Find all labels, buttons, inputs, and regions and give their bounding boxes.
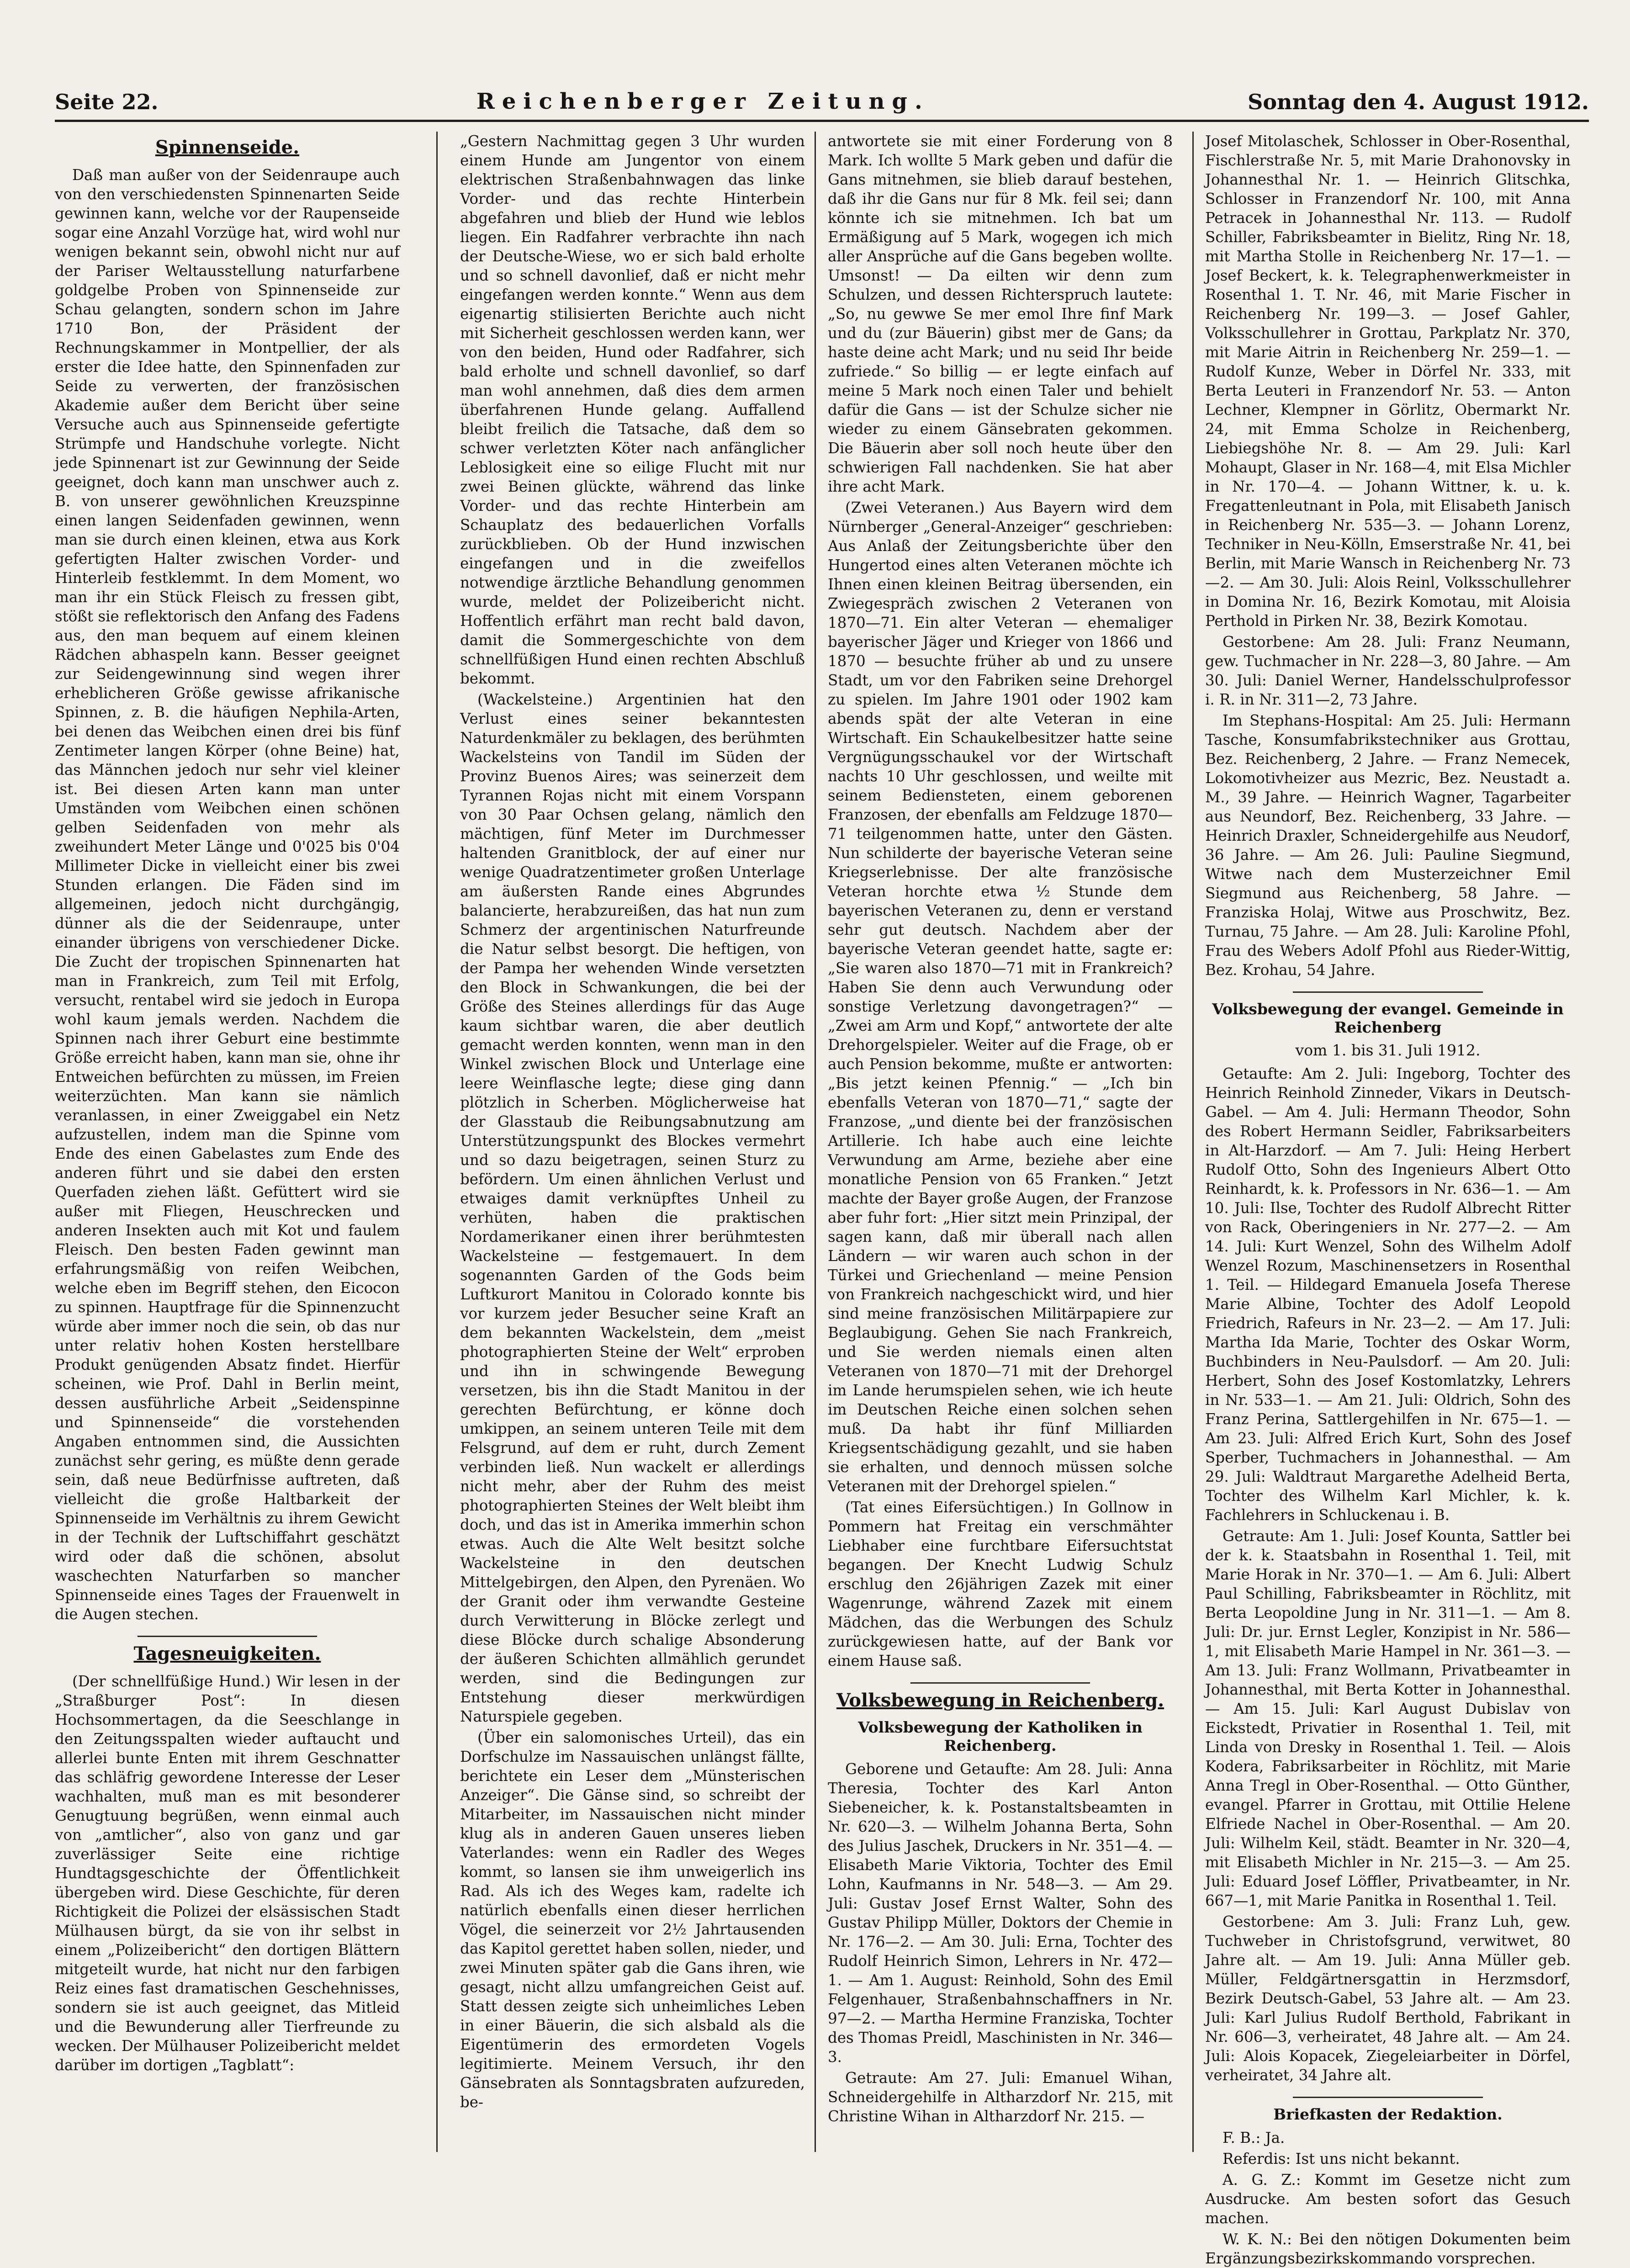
subsection-date-range: vom 1. bis 31. Juli 1912. [1295,1041,1481,1059]
article-body: antwortete sie mit einer Forderung von 8 Mark. Ich wollte 5 Mark geben und dafür die Gans mitnehmen, sie blieb darauf bestehen, daß ihr die Gans nur für 8 Mk. feil sei; dann könnte ich sie mitnehmen. Ich bat um Ermäßigung auf 5 Mark, wogegen ich mich aller Ansprüche auf die Gans begeben wollte. Umsonst! — Da eilten wir denn zum Schulzen, und dessen Richterspruch lautete: „So, nu gewwe Se mer emol Ihre finf Mark und du (zur Bäuerin) gibst mer de Gans; da haste deine acht Mark; und nu seid Ihr beide zufriede.“ So billig — er legte einfach auf meine 5 Mark noch einen Taler und behielt dafür die Gans — ist der Schulze sicher nie wieder zu einem Gänsebraten gekommen. Die Bäuerin aber soll noch heute über den schwierigen Fall nachdenken. Sie hat aber ihre acht Mark. [828,132,1173,495]
registry-entry: Im Stephans-Hospital: Am 25. Juli: Hermann Tasche, Konsumfabrikstechniker aus Grottau, Bez. Reichenberg, 2 Jahre. — Franz Nemecek, Lokomotivheizer aus Mezric, Bez. Neustadt a. M., 39 Jahre. — Heinrich Wagner, Tagarbeiter aus Neundorf, Bez. Reichenberg, 33 Jahre. — Heinrich Draxler, Schneidergehilfe aus Neudorf, 36 Jahre. — Am 26. Juli: Pauline Siegmund, Witwe nach dem Musterzeichner Emil Siegmund aus Reichenberg, 58 Jahre. — Franziska Holaj, Witwe aus Proschwitz, Bez. Turnau, 75 Jahre. — Am 28. Juli: Karoline Pfohl, Frau des Webers Adolf Pfohl aus Rieder-Wittig, Bez. Krohau, 54 Jahre. [1205,712,1571,979]
column-divider [815,132,816,2152]
column-divider [436,132,438,2152]
registry-entry: Gestorbene: Am 3. Juli: Franz Luh, gew. Tuchweber in Christofsgrund, verwitwet, 80 Jahre alt. — Am 19. Juli: Anna Müller geb. Müller, Feldgärtnersgattin in Herzmsdorf, Bezirk Deutsch-Gabel, 53 Jahre alt. — Am 23. Juli: Karl Julius Rudolf Berthold, Fabrikant in Nr. 606—3, verheiratet, 48 Jahre alt. — Am 24. Juli: Alois Kopacek, Ziegeleiarbeiter in Dörfel, verheiratet, 34 Jahre alt. [1205,1913,1571,2084]
page-header [55,82,1589,114]
article-body: Daß man außer von der Seidenraupe auch von den verschiedensten Spinnenarten Seide gewinnen kann, welche vor der Raupenseide sogar eine Anzahl Vorzüge hat, wird wohl nur wenigen bekannt sein, obwohl nicht nur auf der Pariser Weltausstellung naturfarbene goldgelbe Proben von Spinnenseide zur Schau gelangten, sondern schon im Jahre 1710 Bon, der Präsident der Rechnungskammer in Montpellier, der als erster die Idee hatte, den Spinnenfaden zur Seide zu verwerten, der französischen Akademie außer dem Bericht über seine Versuche auch aus Spinnenseide gefertigte Strümpfe und Handschuhe vorlegte. Nicht jede Spinnenart ist zur Gewinnung der Seide geeignet, doch kann man unschwer auch z. B. von unserer gewöhnlichen Kreuzspinne einen langen Seidenfaden gewinnen, wenn man sie durch einen kleinen, etwa aus Kork gefertigten Halter zwischen Vorder- und Hinterleib festklemmt. In dem Moment, wo man ihr ein Stück Fleisch zu fressen gibt, stößt sie reflektorisch den Anfang des Fadens aus, den man bequem auf einem kleinen Rädchen abhaspeln kann. Besser geeignet zur Seidengewinnung sind wegen ihrer erheblicheren Größe gewisse afrikanische Spinnen, z. B. die häufigen Nephila-Arten, bei denen das Weibchen einen drei bis fünf Zentimeter langen Körper (ohne Beine) hat, das Männchen jedoch nur sehr viel kleiner ist. Bei diesen Arten kann man unter Umständen vom Weibchen einen schönen gelben Seidenfaden von mehr als zweihundert Meter Länge und 0'025 bis 0'04 Millimeter Dicke in vielleicht einer bis zwei Stunden erlangen. Die Fäden sind im allgemeinen, jedoch nicht durchgängig, dünner als die der Seidenraupe, unter einander übrigens von verschiedener Dicke. Die Zucht der tropischen Spinnenarten hat man in Frankreich, zum Teil mit Erfolg, versucht, rentabel wird sie jedoch in Europa wohl kaum jemals werden. Nachdem die Spinnen nach ihrer Geburt eine bestimmte Größe erreicht haben, kann man sie, ohne ihr Entweichen befürchten zu müssen, im Freien weiterzüchten. Man kann sie nämlich veranlassen, in einer Zweiggabel ein Netz aufzustellen, indem man die Spinne vom Ende des einen Gabelastes zum Ende des anderen führt und sie dabei den ersten Querfaden ziehen läßt. Gefüttert wird sie außer mit Fliegen, Heuschrecken und anderen Insekten auch mit Kot und faulem Fleisch. Den besten Faden gewinnt man erfahrungsmäßig von reifen Weibchen, welche eben im Begriff stehen, den Eicocon zu spinnen. Hauptfrage für die Spinnenzucht würde aber immer noch die sein, ob das nur unter relativ hohen Kosten herstellbare Produkt genügenden Absatz findet. Hierfür scheinen, wie Prof. Dahl in Berlin meint, dessen ausführliche Arbeit „Seidenspinne und Spinnenseide“ die vorstehenden Angaben entnommen sind, die Aussichten zunächst sehr gering, es müßte denn gerade sein, daß neue Bedürfnisse auftreten, daß vielleicht die große Haltbarkeit der Spinnenseide im Verhältnis zu ihrem Gewicht in der Technik der Luftschiffahrt geschätzt wird oder daß die schönen, absolut waschechten Naturfarben so mancher Spinnenseide eines Tages der Frauenwelt in die Augen stechen. [55,166,400,1623]
section-rule [1293,2097,1483,2098]
article-body: (Zwei Veteranen.) Aus Bayern wird dem Nürnberger „General-Anzeiger“ geschrieben: Aus Anlaß der Zeitungsberichte über den Hungertod eines alten Veteranen möchte ich Ihnen einen kleinen Beitrag übersenden, ein Zwiegespräch zwischen 2 Veteranen von 1870—71. Ein alter Veteran — ehemaliger bayerischer Jäger und Krieger von 1866 und 1870 — besuchte früher ab und zu unsere Stadt, um vor den Fabriken seine Drehorgel zu spielen. Im Jahre 1901 oder 1902 kam abends spät der alte Veteran in eine Wirtschaft. Ein Schaukelbesitzer hatte seine Vergnügungsschaukel vor der Wirtschaft nachts 10 Uhr geschlossen, und weilte mit seinem Bediensteten, einem geborenen Franzosen, der ebenfalls am Feldzuge 1870—71 teilgenommen hatte, unter den Gästen. Nun schilderte der bayerische Veteran seine Kriegserlebnisse. Der alte französische Veteran horchte etwa ½ Stunde dem bayerischen Veteranen zu, denn er verstand sehr gut deutsch. Nachdem aber der bayerische Veteran geendet hatte, sagte er: „Sie waren also 1870—71 mit in Frankreich? Haben Sie denn auch Verwundung oder sonstige Verletzung davongetragen?“ — „Zwei am Arm und Kopf,“ antwortete der alte Drehorgelspieler. Weiter auf die Frage, ob er auch Pension bekomme, mußte er antworten: „Bis jetzt keinen Pfennig.“ — „Ich bin ebenfalls Veteran von 1870—71,“ sagte der Franzose, „und diente bei der französischen Artillerie. Ich habe auch eine leichte Verwundung am Arme, beziehe aber eine monatliche Pension von 65 Franken.“ Jetzt machte der Bayer große Augen, der Franzose aber fuhr fort: „Hier sitzt mein Prinzipal, der sagen kann, daß mir überall nach allen Ländern — wir waren auch schon in der Türkei und Griechenland — meine Pension von Frankreich nachgeschickt wird, und hier sind meine französischen Militärpapiere zur Beglaubigung. Gehen Sie nach Frankreich, und Sie werden niemals einen alten Veteranen von 1870—71 mit der Drehorgel im Lande herumspielen sehen, wie ich heute im Deutschen Reiche einen solchen sehen muß. Da habt ihr fünf Milliarden Kriegsentschädigung gezahlt, und sie haben sie erhalten, und dennoch müssen solche Veteranen mit der Drehorgel spielen.“ [828,499,1173,1495]
column-4 [1205,132,1571,2267]
issue-date: Sonntag den 4. August 1912. [1248,90,1589,114]
article-body: „Gestern Nachmittag gegen 3 Uhr wurden einem Hunde am Jungentor von einem elektrischen Straßenbahnwagen das linke Vorder- und das rechte Hinterbein abgefahren und blieb der Hund wie leblos liegen. Ein Radfahrer verbrachte ihn nach der Deutsche-Wiese, wo er sich bald erholte und so schnell davonlief, daß er nicht mehr eingefangen werden konnte.“ Wenn aus dem eigenartig stilisierten Berichte auch nicht mit Sicherheit geschlossen werden kann, wer von den beiden, Hund oder Radfahrer, sich bald erholte und schnell davonlief, so darf man wohl annehmen, daß dies dem armen überfahrenen Hunde gelang. Auffallend bleibt freilich die Tatsache, daß dem so schwer verletzten Köter nach anfänglicher Leblosigkeit eine so eilige Flucht mit nur zwei Beinen glückte, während das linke Vorder- und das rechte Hinterbein am Schauplatz des bedauerlichen Vorfalls zurückblieben. Ob der Hund inzwischen eingefangen und in die zweifellos notwendige ärztliche Behandlung genommen wurde, meldet der Polizeibericht nicht. Hoffentlich erfährt man recht bald davon, damit die Sommergeschichte von dem schnellfüßigen Hund einen rechten Abschluß bekommt. [460,132,805,687]
page-number: Seite 22. [55,90,159,114]
article-body: (Über ein salomonisches Urteil), das ein Dorfschulze im Nassauischen unlängst fällte, berichtete ein Leser dem „Münsterischen Anzeiger“. Die Gänse sind, so schreibt der Mitarbeiter, im Nassauischen nicht minder klug als in anderen Gauen unseres lieben Vaterlandes: wenn ein Radler des Weges kommt, so lansen sie ihm unweigerlich ins Rad. Als ich des Weges kam, radelte ich natürlich ebenfalls einen dieser herrlichen Vögel, die seinerzeit vor 2½ Jahrtausenden das Kapitol gerettet haben sollen, nieder, und zwei Minuten später gab die Gans ihren, wie gesagt, nicht allzu umfangreichen Geist auf. Statt dessen zeigte sich unheimliches Leben in einer Bäuerin, die sich alsbald als die Eigentümerin des ermordeten Vogels legitimierte. Meinem Versuch, ihr den Gänsebraten als Sonntagsbraten aufzureden, be- [460,1729,805,2111]
registry-entry: Gestorbene: Am 28. Juli: Franz Neumann, gew. Tuchmacher in Nr. 228—3, 80 Jahre. — Am 30. Juli: Daniel Werner, Handelsschulprofessor i. R. in Nr. 311—2, 73 Jahre. [1205,633,1571,708]
article-title-spinnenseide: Spinnenseide. [155,137,300,158]
section-title-tagesneuigkeiten: Tagesneuigkeiten. [133,1643,321,1664]
article-body: (Tat eines Eifersüchtigen.) In Gollnow in Pommern hat Freitag ein verschmähter Liebhaber eine furchtbare Eifersuchtstat begangen. Der Knecht Ludwig Schulz erschlug den 26jährigen Zazek mit einer Wagenrunge, während Zazek mit einem Mädchen, das die Werbungen des Schulz zurückgewiesen hatte, auf der Bank vor einem Hause saß. [828,1499,1173,1669]
section-rule [1293,991,1483,993]
letter-reply: F. B.: Ja. [1222,2129,1285,2146]
letter-reply: W. K. N.: Bei den nötigen Dokumenten beim Ergänzungsbezirkskommando vorsprechen. [1205,2231,1571,2267]
registry-entry: Getaufte: Am 2. Juli: Ingeborg, Tochter des Heinrich Reinhold Zinneder, Vikars in Deutsch-Gabel. — Am 4. Juli: Hermann Theodor, Sohn des Robert Hermann Seidler, Fabriksarbeiters in Alt-Harzdorf. — Am 7. Juli: Heing Herbert Rudolf Otto, Sohn des Ingenieurs Albert Otto Reinhardt, k. k. Professors in Nr. 636—1. — Am 10. Juli: Ilse, Tochter des Rudolf Albrecht Ritter von Rack, Oberingeniers in Nr. 277—2. — Am 14. Juli: Kurt Wenzel, Sohn des Wilhelm Adolf Wenzel Rozum, Maschinensetzers in Rosenthal 1. Teil. — Hildegard Emanuela Josefa Therese Marie Albine, Tochter des Adolf Leopold Friedrich, Rafeurs in Nr. 23—2. — Am 17. Juli: Martha Ida Marie, Tochter des Oskar Worm, Buchbinders in Neu-Paulsdorf. — Am 20. Juli: Herbert, Sohn des Josef Kostomlatzky, Lehrers in Nr. 533—1. — Am 21. Juli: Oldrich, Sohn des Franz Perina, Sattlergehilfen in Nr. 675—1. — Am 23. Juli: Alfred Erich Kurt, Sohn des Josef Sperber, Tuchmachers in Johannesthal. — Am 29. Juli: Waldtraut Margarethe Adelheid Berta, Tochter des Wilhelm Karl Michler, k. k. Fachlehrers in Schluckenau i. B. [1205,1065,1571,1524]
letter-reply: Referdis: Ist uns nicht bekannt. [1222,2150,1460,2167]
section-title-volksbewegung: Volksbewegung in Reichenberg. [836,1690,1164,1711]
column-2 [460,132,805,2152]
section-rule [138,1636,317,1637]
masthead: Reichenberger Zeitung. [476,89,930,114]
column-1 [55,132,400,2152]
column-3 [828,132,1173,2152]
section-rule [910,1682,1090,1684]
column-divider [1192,132,1194,2152]
subsection-title-katholiken: Volksbewegung der Katholiken in Reichenberg. [858,1718,1143,1754]
subsection-title-evangelisch: Volksbewegung der evangel. Gemeinde in Reichenberg [1212,1000,1564,1036]
article-body: (Der schnellfüßige Hund.) Wir lesen in der „Straßburger Post“: In diesen Hochsommertagen, da die Seeschlange in den Zeitungsspalten wieder auftaucht und allerlei bunte Enten mit ihrem Geschnatter das schläfrig gewordene Interesse der Leser wachhalten, muß man es mit besonderer Genugtuung begrüßen, wenn einmal auch von „amtlicher“, also von ganz und gar zuverlässiger Seite eine richtige Hundtagsgeschichte der Öffentlichkeit übergeben wird. Diese Geschichte, für deren Richtigkeit die Polizei der elsässischen Stadt Mülhausen bürgt, da sie von ihr selbst in einem „Polizeibericht“ den dortigen Blättern mitgeteilt wurde, hat nicht nur den farbigen Reiz eines fast dramatischen Geschehnisses, sondern sie ist auch geeignet, das Mitleid und die Bewunderung aller Tierfreunde zu wecken. Der Mülhauser Polizeibericht meldet darüber im dortigen „Tagblatt“: [55,1673,400,2074]
registry-entry: Getraute: Am 1. Juli: Josef Kounta, Sattler bei der k. k. Staatsbahn in Rosenthal 1. Teil, mit Marie Horak in Nr. 370—1. — Am 6. Juli: Albert Paul Schilling, Fabriksbeamter in Röchlitz, mit Berta Leopoldine Jung in Nr. 311—1. — Am 8. Juli: Dr. jur. Ernst Legler, Konzipist in Nr. 586—1, mit Elisabeth Marie Hampel in Nr. 361—3. — Am 13. Juli: Franz Wollmann, Privatbeamter in Johannesthal, mit Berta Kotter in Johannesthal. — Am 15. Juli: Karl August Dubislav von Eickstedt, Privatier in Rosenthal 1. Teil, mit Linda von Dresky in Rosenthal 1. Teil. — Alois Kodera, Fabriksarbeiter in Röchlitz, mit Marie Anna Tregl in Ober-Rosenthal. — Otto Günther, evangel. Pfarrer in Grottau, mit Ottilie Helene Elfriede Nachel in Ober-Rosenthal. — Am 20. Juli: Wilhelm Keil, städt. Beamter in Nr. 320—4, mit Elisabeth Michler in Nr. 215—3. — Am 25. Juli: Eduard Josef Löffler, Privatbeamter, in Nr. 667—1, mit Marie Panitka in Rosenthal 1. Teil. [1205,1527,1571,1909]
registry-entry: Getraute: Am 27. Juli: Emanuel Wihan, Schneidergehilfe in Altharzdorf Nr. 215, mit Christine Wihan in Altharzdorf Nr. 215. — [828,2069,1173,2125]
article-body: (Wackelsteine.) Argentinien hat den Verlust eines seiner bekanntesten Naturdenkmäler zu beklagen, des berühmten Wackelsteins von Tandil im Süden der Provinz Buenos Aires; was seinerzeit dem Tyrannen Rojas nicht mit einem Vorspann von 30 Paar Ochsen gelang, nämlich den mächtigen, fünf Meter im Durchmesser haltenden Granitblock, der auf einer nur wenige Quadratzentimeter großen Unterlage am äußersten Rande eines Abgrundes balancierte, herabzureißen, das hat nun zum Schmerz der argentinischen Naturfreunde die Natur selbst besorgt. Die heftigen, von der Pampa her wehenden Winde versetzten den Block in Schwankungen, die bei der Größe des Steines allerdings für das Auge kaum sichtbar waren, die aber deutlich gemacht werden konnten, wenn man in den Winkel zwischen Block und Unterlage eine leere Weinflasche legte; diese ging dann plötzlich in Scherben. Möglicherweise hat der Glasstaub die Reibungsabnutzung am Unterstützungspunkt des Blockes vermehrt und so dazu beigetragen, seinen Sturz zu befördern. Um einen ähnlichen Verlust und etwaiges damit verknüpftes Unheil zu verhüten, haben die praktischen Nordamerikaner einen ihrer berühmtesten Wackelsteine — festgemauert. In dem sogenannten Garden of the Gods beim Luftkurort Manitou in Colorado konnte bis vor kurzem jeder Besucher seine Kraft an dem bekannten Wackelstein, dem „meist photographierten Steine der Welt“ erproben und ihn in schwingende Bewegung versetzen, bis ihn die Stadt Manitou in der gerechten Befürchtung, er könne doch umkippen, an seinem unteren Teile mit dem Felsgrund, auf dem er ruht, durch Zement verbinden ließ. Nun wackelt er allerdings nicht mehr, aber der Ruhm des meist photographierten Steines der Welt bleibt ihm doch, und das ist in Amerika immerhin schon etwas. Auch die Alte Welt besitzt solche Wackelsteine in den deutschen Mittelgebirgen, den Alpen, den Pyrenäen. Wo der Granit oder ihm verwandte Gesteine durch Verwitterung in Blöcke zerlegt und diese Blöcke durch schalige Absonderung der äußeren Schichten allmählich gerundet werden, sind die Bedingungen zur Entstehung dieser merkwürdigen Naturspiele gegeben. [460,691,805,1725]
letter-reply: A. G. Z.: Kommt im Gesetze nicht zum Ausdrucke. Am besten sofort das Gesuch machen. [1205,2171,1571,2227]
section-title-briefkasten: Briefkasten der Redaktion. [1273,2105,1503,2123]
registry-entry: Geborene und Getaufte: Am 28. Juli: Anna Theresia, Tochter des Karl Anton Siebeneicher, k. k. Postanstaltsbeamten in Nr. 620—3. — Wilhelm Johanna Berta, Sohn des Julius Jaschek, Druckers in Nr. 351—4. — Elisabeth Marie Viktoria, Tochter des Emil Lohn, Kaufmanns in Nr. 548—3. — Am 29. Juli: Gustav Josef Ernst Walter, Sohn des Gustav Philipp Müller, Doktors der Chemie in Nr. 176—2. — Am 30. Juli: Erna, Tochter des Rudolf Heinrich Simon, Lehrers in Nr. 472—1. — Am 1. August: Reinhold, Sohn des Emil Felgenhauer, Straßenbahnschaffners in Nr. 97—2. — Martha Hermine Franziska, Tochter des Thomas Preidl, Maschinisten in Nr. 346—3. [828,1760,1173,2066]
header-rule [55,120,1589,122]
registry-entry: Josef Mitolaschek, Schlosser in Ober-Rosenthal, Fischlerstraße Nr. 5, mit Marie Drahonovsky in Johannesthal Nr. 1. — Heinrich Glitschka, Schlosser in Franzendorf Nr. 100, mit Anna Petracek in Johannesthal Nr. 113. — Rudolf Schiller, Fabriksbeamter in Bielitz, Ring Nr. 18, mit Martha Stolle in Reichenberg Nr. 17—1. — Josef Beckert, k. k. Telegraphenwerkmeister in Rosenthal 1. T. Nr. 46, mit Marie Fischer in Reichenberg Nr. 199—3. — Josef Gahler, Volksschullehrer in Grottau, Parkplatz Nr. 370, mit Marie Aitrin in Reichenberg Nr. 259—1. — Rudolf Kunze, Weber in Dörfel Nr. 333, mit Berta Leuteri in Franzendorf Nr. 53. — Anton Lechner, Klempner in Görlitz, Obermarkt Nr. 24, mit Emma Scholze in Reichenberg, Liebiegshöhe Nr. 8. — Am 29. Juli: Karl Mohaupt, Glaser in Nr. 168—4, mit Elsa Michler in Nr. 170—4. — Johann Wittner, k. u. k. Fregattenleutnant in Pola, mit Elisabeth Janisch in Reichenberg Nr. 535—3. — Johann Lorenz, Techniker in Neu-Kölln, Emserstraße Nr. 41, bei Berlin, mit Marie Wansch in Reichenberg Nr. 73—2. — Am 30. Juli: Alois Reinl, Volksschullehrer in Domina Nr. 16, Bezirk Komotau, mit Aloisia Perthold in Pirken Nr. 38, Bezirk Komotau. [1205,132,1571,630]
